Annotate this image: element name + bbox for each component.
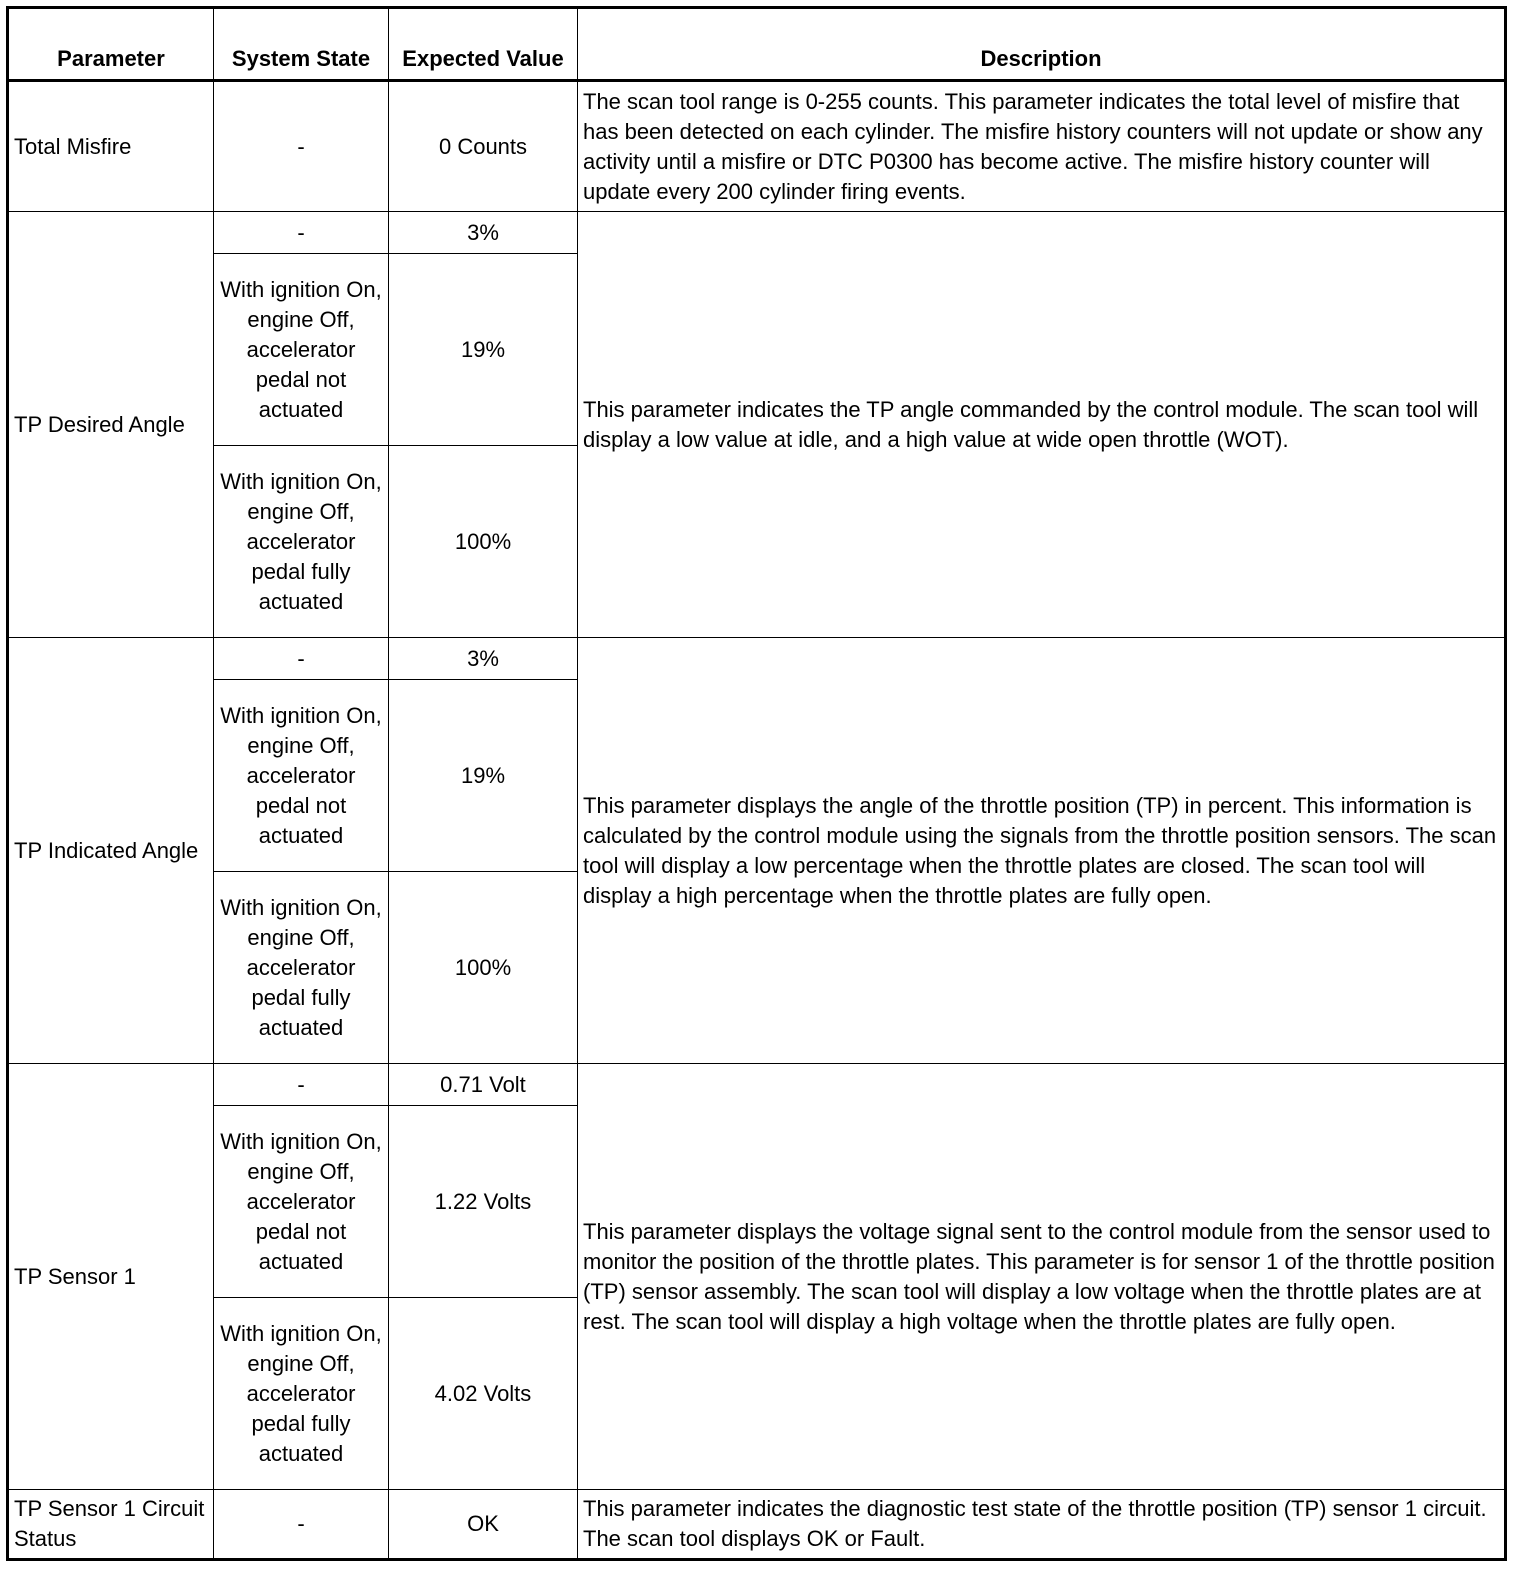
expected-value-cell: 0 Counts — [389, 81, 578, 212]
table-row — [8, 1490, 1506, 1560]
system-state-cell: With ignition On, engine Off, accelerator pedal fully actuated — [214, 1298, 389, 1490]
expected-value-cell: 100% — [389, 872, 578, 1064]
header-expected-value: Expected Value — [389, 8, 578, 81]
parameter-cell: TP Indicated Angle — [8, 638, 214, 1064]
system-state-cell: - — [214, 81, 389, 212]
parameter-cell: Total Misfire — [8, 81, 214, 212]
expected-value-cell: 19% — [389, 680, 578, 872]
description-cell: This parameter displays the angle of the throttle position (TP) in percent. This information is calculated by the control module using the signals from the throttle position sensors. The scan tool will display a low percentage when the throttle plates are closed. The scan tool will display a high percentage when the throttle plates are fully open. — [578, 638, 1506, 1064]
parameter-table — [6, 6, 1507, 1561]
system-state-cell: With ignition On, engine Off, accelerator pedal not actuated — [214, 680, 389, 872]
description-cell: This parameter displays the voltage signal sent to the control module from the sensor used to monitor the position of the throttle plates. This parameter is for sensor 1 of the throttle position (TP) sensor assembly. The scan tool will display a low voltage when the throttle plates are at rest. The scan tool will display a high voltage when the throttle plates are fully open. — [578, 1064, 1506, 1490]
parameter-cell: TP Desired Angle — [8, 212, 214, 638]
system-state-cell: - — [214, 212, 389, 254]
system-state-cell: With ignition On, engine Off, accelerator pedal fully actuated — [214, 872, 389, 1064]
system-state-cell: - — [214, 1490, 389, 1560]
header-system-state: System State — [214, 8, 389, 81]
expected-value-cell: 3% — [389, 212, 578, 254]
header-row — [8, 8, 1506, 81]
table-row — [8, 1064, 1506, 1106]
description-cell: This parameter indicates the diagnostic test state of the throttle position (TP) sensor 1 circuit. The scan tool displays OK or Fault. — [578, 1490, 1506, 1560]
system-state-cell: With ignition On, engine Off, accelerator pedal not actuated — [214, 254, 389, 446]
expected-value-cell: 19% — [389, 254, 578, 446]
expected-value-cell: OK — [389, 1490, 578, 1560]
system-state-cell: With ignition On, engine Off, accelerator pedal fully actuated — [214, 446, 389, 638]
table-row — [8, 212, 1506, 254]
header-parameter: Parameter — [8, 8, 214, 81]
parameter-cell: TP Sensor 1 — [8, 1064, 214, 1490]
description-cell: This parameter indicates the TP angle commanded by the control module. The scan tool will display a low value at idle, and a high value at wide open throttle (WOT). — [578, 212, 1506, 638]
expected-value-cell: 4.02 Volts — [389, 1298, 578, 1490]
expected-value-cell: 1.22 Volts — [389, 1106, 578, 1298]
expected-value-cell: 3% — [389, 638, 578, 680]
table-row — [8, 638, 1506, 680]
system-state-cell: - — [214, 1064, 389, 1106]
header-description: Description — [578, 8, 1506, 81]
system-state-cell: - — [214, 638, 389, 680]
parameter-cell: TP Sensor 1 Circuit Status — [8, 1490, 214, 1560]
description-cell: The scan tool range is 0-255 counts. This parameter indicates the total level of misfire that has been detected on each cylinder. The misfire history counters will not update or show any activity until a misfire or DTC P0300 has become active. The misfire history counter will update every 200 cylinder firing events. — [578, 81, 1506, 212]
expected-value-cell: 0.71 Volt — [389, 1064, 578, 1106]
system-state-cell: With ignition On, engine Off, accelerator pedal not actuated — [214, 1106, 389, 1298]
table-row — [8, 81, 1506, 212]
expected-value-cell: 100% — [389, 446, 578, 638]
